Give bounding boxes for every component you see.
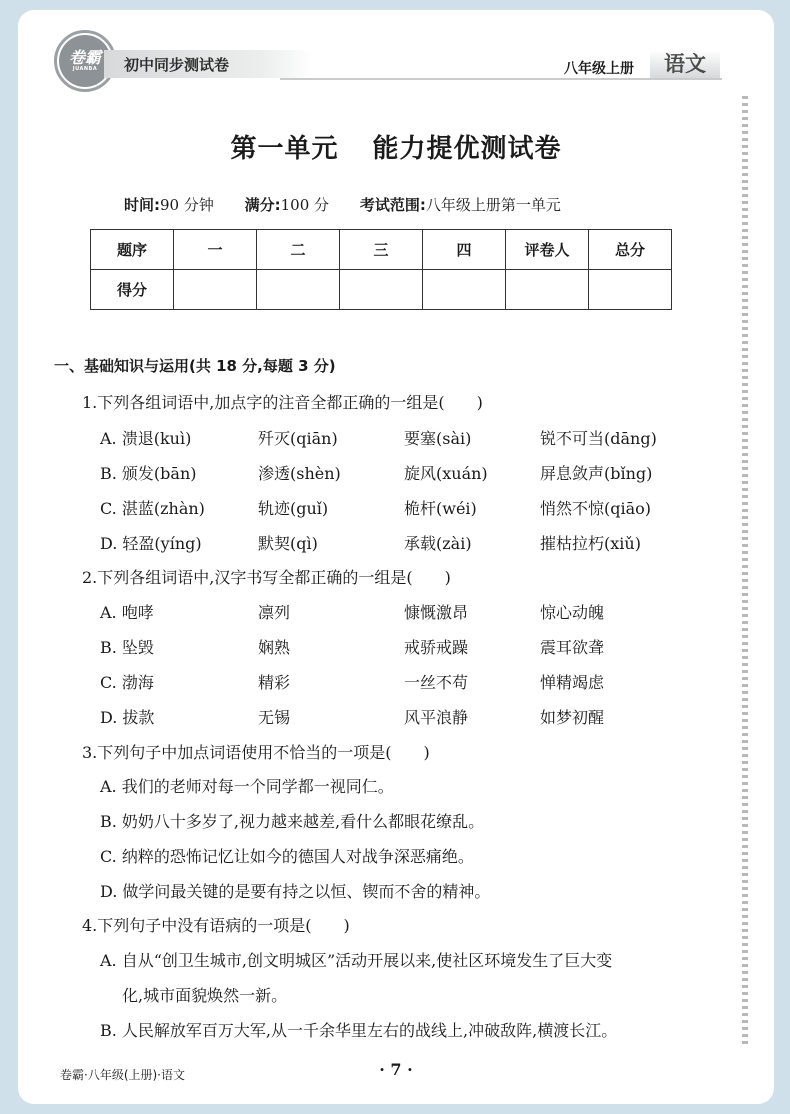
q1-option-a-4: 锐不可当(dāng) bbox=[540, 429, 657, 448]
q4-option-b: B. 人民解放军百万大军,从一千余华里左右的战线上,冲破敌阵,横渡长江。 bbox=[100, 1021, 618, 1040]
time-label: 时间: bbox=[124, 196, 160, 214]
series-title: 初中同步测试卷 bbox=[124, 56, 230, 74]
q2-option-d-2: 无锡 bbox=[258, 708, 291, 727]
q2-option-c-2: 精彩 bbox=[258, 673, 291, 692]
q3-option-c: C. 纳粹的恐怖记忆让如今的德国人对战争深恶痛绝。 bbox=[100, 847, 474, 866]
q1-option-d-3: 承载(zài) bbox=[404, 534, 472, 553]
q1-option-d-1: D. 轻盈(yíng) bbox=[100, 534, 202, 553]
q1-option-b-3: 旋风(xuán) bbox=[404, 464, 488, 483]
q1-option-d-2: 默契(qì) bbox=[258, 534, 318, 553]
q1-option-a-2: 歼灭(qiān) bbox=[258, 429, 338, 448]
score-cell[interactable] bbox=[589, 270, 672, 310]
section-heading: 一、基础知识与运用(共 18 分,每题 3 分) bbox=[54, 357, 336, 375]
q2-option-c-1: C. 渤海 bbox=[100, 673, 154, 692]
q1-option-d-4: 摧枯拉朽(xiǔ) bbox=[540, 534, 641, 553]
logo-subtext: JUANBA bbox=[72, 66, 98, 72]
q4-option-a-line1: A. 自从“创卫生城市,创文明城区”活动开展以来,使社区环境发生了巨大变 bbox=[100, 951, 613, 970]
q1-option-c-1: C. 湛蓝(zhàn) bbox=[100, 499, 205, 518]
q1-option-b-4: 屏息敛声(bǐng) bbox=[540, 464, 653, 483]
q1-option-b-1: B. 颁发(bān) bbox=[100, 464, 197, 483]
score-cell[interactable] bbox=[257, 270, 340, 310]
header-rule bbox=[280, 78, 722, 80]
q3-option-a: A. 我们的老师对每一个同学都一视同仁。 bbox=[100, 777, 394, 796]
q1-option-b-2: 渗透(shèn) bbox=[258, 464, 341, 483]
title-unit: 第一单元 bbox=[230, 134, 339, 164]
full-score-label: 满分: bbox=[244, 196, 281, 214]
q2-option-d-4: 如梦初醒 bbox=[540, 708, 605, 727]
question-1-stem: 1.下列各组词语中,加点字的注音全都正确的一组是( ) bbox=[82, 393, 483, 412]
paper-title bbox=[18, 128, 774, 165]
binding-dots bbox=[742, 96, 748, 1046]
grade-label: 八年级上册 bbox=[564, 61, 634, 77]
q2-option-d-3: 风平浪静 bbox=[404, 708, 469, 727]
q2-option-a-4: 惊心动魄 bbox=[540, 603, 605, 622]
q3-option-d: D. 做学问最关键的是要有持之以恒、锲而不舍的精神。 bbox=[100, 882, 491, 901]
score-table-header-cell: 四 bbox=[423, 230, 506, 270]
q1-option-c-3: 桅杆(wéi) bbox=[404, 499, 477, 518]
score-cell[interactable] bbox=[423, 270, 506, 310]
score-cell[interactable] bbox=[506, 270, 589, 310]
q1-option-a-3: 要塞(sài) bbox=[404, 429, 472, 448]
score-table-header-cell: 总分 bbox=[589, 230, 672, 270]
exam-sheet bbox=[18, 10, 774, 1104]
question-3-stem: 3.下列句子中加点词语使用不恰当的一项是( ) bbox=[82, 743, 430, 762]
scope-value: 八年级上册第一单元 bbox=[425, 196, 561, 214]
score-table-header-cell: 评卷人 bbox=[506, 230, 589, 270]
page-number: · 7 · bbox=[379, 1060, 413, 1079]
footer-label: 卷霸·八年级(上册)·语文 bbox=[60, 1068, 185, 1082]
score-cell[interactable] bbox=[340, 270, 423, 310]
q2-option-b-4: 震耳欲聋 bbox=[540, 638, 605, 657]
score-cell[interactable] bbox=[174, 270, 257, 310]
q2-option-b-3: 戒骄戒躁 bbox=[404, 638, 469, 657]
q1-option-c-2: 轨迹(guǐ) bbox=[258, 499, 329, 518]
q1-option-a-1: A. 溃退(kuì) bbox=[100, 429, 192, 448]
question-2-stem: 2.下列各组词语中,汉字书写全都正确的一组是( ) bbox=[82, 568, 451, 587]
q2-option-b-1: B. 坠毁 bbox=[100, 638, 154, 657]
scope-label: 考试范围: bbox=[359, 196, 426, 214]
exam-meta bbox=[124, 194, 561, 215]
q2-option-a-3: 慷慨激昂 bbox=[404, 603, 469, 622]
q2-option-c-3: 一丝不苟 bbox=[404, 673, 469, 692]
score-table-header-cell: 一 bbox=[174, 230, 257, 270]
score-table-row bbox=[91, 270, 672, 310]
q2-option-a-2: 凛列 bbox=[258, 603, 291, 622]
question-4-stem: 4.下列句子中没有语病的一项是( ) bbox=[82, 916, 350, 935]
full-score-value: 100 分 bbox=[280, 196, 330, 214]
score-row-label: 得分 bbox=[91, 270, 174, 310]
score-table-header-cell: 题序 bbox=[91, 230, 174, 270]
score-table bbox=[90, 229, 672, 310]
q2-option-c-4: 惮精竭虑 bbox=[540, 673, 605, 692]
q4-option-a-line2: 化,城市面貌焕然一新。 bbox=[122, 986, 288, 1005]
q3-option-b: B. 奶奶八十多岁了,视力越来越差,看什么都眼花缭乱。 bbox=[100, 812, 485, 831]
q1-option-c-4: 悄然不惊(qiāo) bbox=[540, 499, 652, 518]
title-name: 能力提优测试卷 bbox=[372, 134, 562, 164]
q2-option-a-1: A. 咆哮 bbox=[100, 603, 154, 622]
q2-option-b-2: 娴熟 bbox=[258, 638, 291, 657]
score-table-header-cell: 二 bbox=[257, 230, 340, 270]
score-table-header bbox=[91, 230, 672, 270]
score-table-header-cell: 三 bbox=[340, 230, 423, 270]
logo-text: 卷霸 bbox=[68, 48, 101, 67]
time-value: 90 分钟 bbox=[160, 196, 214, 214]
subject-label: 语文 bbox=[650, 50, 720, 78]
q2-option-d-1: D. 拔款 bbox=[100, 708, 155, 727]
